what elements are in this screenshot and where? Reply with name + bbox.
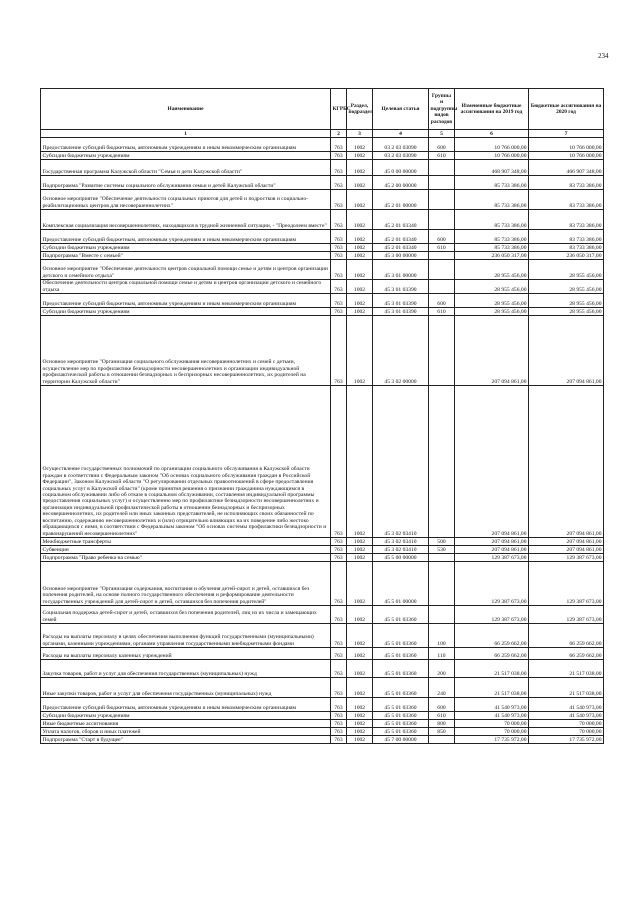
row-group-cell: 530 [429, 546, 455, 554]
row-amount-2020-cell: 17 735 972,00 [529, 736, 604, 744]
row-section-cell: 1002 [347, 176, 373, 190]
header-target: Целевая статья [373, 89, 429, 130]
row-name-cell: Субсидии бюджетным учреждениям [41, 244, 331, 252]
row-kgrbs-cell: 763 [331, 280, 347, 294]
row-section-cell: 1002 [347, 562, 373, 606]
row-name-cell: Государственная программа Калужской области "Семья и дети Калужской области" [41, 160, 331, 176]
row-amount-2020-cell: 28 955 456,00 [529, 294, 604, 308]
table-row [41, 606, 604, 624]
table-row [41, 648, 604, 660]
table-row [41, 152, 604, 160]
row-name-cell: Иные бюджетные ассигнования [41, 720, 331, 728]
row-section-cell: 1002 [347, 230, 373, 244]
row-name-cell: Предоставление субсидий бюджетным, автономным учреждениям и иным некоммерческим организациям [41, 294, 331, 308]
row-target-cell: 45 2 01 03340 [373, 210, 429, 230]
row-amount-2020-cell: 70 000,00 [529, 720, 604, 728]
row-section-cell: 1002 [347, 538, 373, 546]
row-name-cell: Социальная поддержка детей-сирот и детей, оставшихся без попечения родителей, лиц из их числа и замещающих семей [41, 606, 331, 624]
row-amount-2020-cell: 70 000,00 [529, 728, 604, 736]
row-amount-2019-cell: 28 955 456,00 [455, 308, 529, 316]
row-target-cell: 45 5 01 03360 [373, 624, 429, 648]
row-kgrbs-cell: 763 [331, 252, 347, 260]
row-amount-2019-cell: 41 540 973,00 [455, 712, 529, 720]
row-name-cell: Подпрограмма "Право ребенка на семью" [41, 554, 331, 562]
row-amount-2019-cell: 66 259 662,00 [455, 624, 529, 648]
row-kgrbs-cell: 763 [331, 230, 347, 244]
row-target-cell: 45 5 00 00000 [373, 554, 429, 562]
row-kgrbs-cell: 763 [331, 308, 347, 316]
row-amount-2019-cell: 85 733 386,00 [455, 190, 529, 210]
row-amount-2019-cell: 236 050 317,00 [455, 252, 529, 260]
row-amount-2020-cell: 83 733 386,00 [529, 210, 604, 230]
header-name: Наименование [41, 89, 331, 130]
row-target-cell: 45 3 01 03390 [373, 280, 429, 294]
row-group-cell [429, 210, 455, 230]
table-row [41, 562, 604, 606]
table-row [41, 316, 604, 386]
row-target-cell: 45 5 01 03360 [373, 648, 429, 660]
table-row [41, 712, 604, 720]
row-amount-2019-cell: 70 000,00 [455, 728, 529, 736]
row-kgrbs-cell: 763 [331, 728, 347, 736]
row-section-cell: 1002 [347, 138, 373, 152]
row-group-cell: 600 [429, 294, 455, 308]
column-number: 2 [331, 130, 347, 138]
row-amount-2019-cell: 28 955 456,00 [455, 260, 529, 280]
row-amount-2020-cell: 28 955 456,00 [529, 260, 604, 280]
row-target-cell: 45 3 01 03390 [373, 308, 429, 316]
row-section-cell: 1002 [347, 160, 373, 176]
row-amount-2019-cell: 70 000,00 [455, 720, 529, 728]
row-kgrbs-cell: 763 [331, 554, 347, 562]
row-name-cell: Закупка товаров, работ и услуг для обеспечения государственных (муниципальных) нужд [41, 660, 331, 678]
row-amount-2020-cell: 236 050 317,00 [529, 252, 604, 260]
row-section-cell: 1002 [347, 244, 373, 252]
row-name-cell: Подпрограмма "Вместе с семьей" [41, 252, 331, 260]
row-kgrbs-cell: 763 [331, 294, 347, 308]
row-name-cell: Уплата налогов, сборов и иных платежей [41, 728, 331, 736]
row-group-cell [429, 190, 455, 210]
row-amount-2019-cell: 21 517 038,00 [455, 660, 529, 678]
row-section-cell: 1002 [347, 190, 373, 210]
row-amount-2019-cell: 207 094 861,00 [455, 386, 529, 538]
row-name-cell: Основное мероприятие "Организация социального обслуживания несовершеннолетних и семей с детьми, осуществление мер по профилактике безнадзорности несовершеннолетних и организации индивидуальной профилактической работы в отношении безнадзорных и беспризорных несовершеннолетних, их родителей на территории Калужской области" [41, 316, 331, 386]
row-target-cell: 45 3 01 03390 [373, 294, 429, 308]
column-number: 3 [347, 130, 373, 138]
row-amount-2020-cell: 207 094 861,00 [529, 546, 604, 554]
row-amount-2019-cell: 85 733 386,00 [455, 230, 529, 244]
row-group-cell [429, 316, 455, 386]
row-target-cell: 45 3 00 00000 [373, 252, 429, 260]
row-target-cell: 03 2 03 03090 [373, 152, 429, 160]
row-target-cell: 45 5 01 00000 [373, 562, 429, 606]
table-row [41, 138, 604, 152]
row-section-cell: 1002 [347, 546, 373, 554]
row-amount-2019-cell: 207 094 861,00 [455, 546, 529, 554]
column-number: 1 [41, 130, 331, 138]
row-target-cell: 45 2 01 03340 [373, 230, 429, 244]
row-amount-2020-cell: 129 387 673,00 [529, 554, 604, 562]
row-group-cell: 610 [429, 712, 455, 720]
row-section-cell: 1002 [347, 624, 373, 648]
row-amount-2020-cell: 207 094 861,00 [529, 316, 604, 386]
row-group-cell [429, 176, 455, 190]
row-amount-2019-cell: 207 094 861,00 [455, 316, 529, 386]
row-target-cell: 45 5 01 03360 [373, 698, 429, 712]
row-target-cell: 45 5 01 03360 [373, 606, 429, 624]
row-section-cell: 1002 [347, 728, 373, 736]
row-name-cell: Предоставление субсидий бюджетным, автономным учреждениям и иным некоммерческим организациям [41, 698, 331, 712]
table-row [41, 720, 604, 728]
row-target-cell: 45 0 00 00000 [373, 160, 429, 176]
row-section-cell: 1002 [347, 280, 373, 294]
row-section-cell: 1002 [347, 316, 373, 386]
table-row [41, 244, 604, 252]
row-target-cell: 45 2 00 00000 [373, 176, 429, 190]
row-kgrbs-cell: 763 [331, 736, 347, 744]
row-amount-2020-cell: 207 094 861,00 [529, 538, 604, 546]
row-section-cell: 1002 [347, 606, 373, 624]
table-header-row [41, 89, 604, 130]
table-row [41, 736, 604, 744]
header-section: Раздел, подраздел [347, 89, 373, 130]
row-kgrbs-cell: 763 [331, 562, 347, 606]
row-target-cell: 45 3 02 03410 [373, 386, 429, 538]
row-target-cell: 45 3 01 00000 [373, 260, 429, 280]
table-row [41, 176, 604, 190]
table-row [41, 698, 604, 712]
row-section-cell: 1002 [347, 294, 373, 308]
row-section-cell: 1002 [347, 152, 373, 160]
row-amount-2019-cell: 129 387 673,00 [455, 562, 529, 606]
table-row [41, 260, 604, 280]
row-section-cell: 1002 [347, 736, 373, 744]
row-group-cell [429, 252, 455, 260]
row-group-cell: 240 [429, 678, 455, 698]
row-target-cell: 45 3 02 03410 [373, 538, 429, 546]
table-row [41, 190, 604, 210]
row-group-cell: 500 [429, 538, 455, 546]
row-name-cell: Межбюджетные трансферты [41, 538, 331, 546]
row-section-cell: 1002 [347, 678, 373, 698]
row-group-cell [429, 562, 455, 606]
row-section-cell: 1002 [347, 252, 373, 260]
row-name-cell: Подпрограмма "Старт в будущее" [41, 736, 331, 744]
row-amount-2019-cell: 85 733 386,00 [455, 210, 529, 230]
row-target-cell: 45 5 01 03360 [373, 728, 429, 736]
row-amount-2020-cell: 207 094 861,00 [529, 386, 604, 538]
row-group-cell: 610 [429, 308, 455, 316]
row-kgrbs-cell: 763 [331, 720, 347, 728]
row-name-cell: Субвенции [41, 546, 331, 554]
page-number: 234 [598, 52, 609, 60]
row-section-cell: 1002 [347, 308, 373, 316]
row-kgrbs-cell: 763 [331, 210, 347, 230]
row-name-cell: Комплексная социализация несовершеннолетних, находящихся в трудной жизненной ситуации, - "Преодолеем вместе" [41, 210, 331, 230]
row-target-cell: 45 7 00 00000 [373, 736, 429, 744]
row-group-cell: 850 [429, 728, 455, 736]
row-section-cell: 1002 [347, 698, 373, 712]
row-group-cell: 610 [429, 152, 455, 160]
row-amount-2019-cell: 129 387 673,00 [455, 606, 529, 624]
column-number-row [41, 130, 604, 138]
column-number: 5 [429, 130, 455, 138]
row-target-cell: 45 3 02 00000 [373, 316, 429, 386]
row-kgrbs-cell: 763 [331, 160, 347, 176]
budget-table [40, 88, 604, 744]
row-name-cell: Основное мероприятие "Организация содержания, воспитания и обучения детей-сирот и детей, оставшихся без попечения родителей, на основе полного государственного обеспечения и реформирование деятельности государственных учреждений для детей-сирот и детей, оставшихся без попечения родителей" [41, 562, 331, 606]
row-section-cell: 1002 [347, 210, 373, 230]
row-amount-2019-cell: 28 955 456,00 [455, 280, 529, 294]
row-group-cell: 110 [429, 648, 455, 660]
row-amount-2019-cell: 129 387 673,00 [455, 554, 529, 562]
row-section-cell: 1002 [347, 554, 373, 562]
row-section-cell: 1002 [347, 720, 373, 728]
row-amount-2020-cell: 28 955 456,00 [529, 308, 604, 316]
row-amount-2020-cell: 66 259 662,00 [529, 624, 604, 648]
table-row [41, 538, 604, 546]
table-row [41, 546, 604, 554]
row-group-cell [429, 554, 455, 562]
row-target-cell: 45 5 01 03360 [373, 720, 429, 728]
row-amount-2020-cell: 10 766 000,00 [529, 152, 604, 160]
row-amount-2019-cell: 10 766 000,00 [455, 138, 529, 152]
table-row [41, 294, 604, 308]
row-amount-2020-cell: 83 733 386,00 [529, 176, 604, 190]
table-row [41, 252, 604, 260]
row-name-cell: Субсидии бюджетным учреждениям [41, 308, 331, 316]
row-name-cell: Иные закупки товаров, работ и услуг для обеспечения государственных (муниципальных) нужд [41, 678, 331, 698]
row-kgrbs-cell: 763 [331, 190, 347, 210]
row-name-cell: Расходы на выплаты персоналу казенных учреждений [41, 648, 331, 660]
row-amount-2020-cell: 83 733 386,00 [529, 230, 604, 244]
row-group-cell [429, 280, 455, 294]
row-name-cell: Осуществление государственных полномочий по организации социального обслуживания в Калужской области граждан в соответствии с Федеральным законом "Об основах социального обслуживания граждан в Российской Федерации", Законом Калужской области "О регулировании отдельных правоотношений в сфере предоставления социальных услуг в Калужской области" (кроме принятия решения о признании гражданина нуждающимся в социальном обслуживании либо об отказе в социальном обслуживании, составления индивидуальной программы предоставления социальных услуг) и осуществлению мер по профилактике безнадзорности несовершеннолетних и организации индивидуальной профилактической работы в отношении безнадзорных и беспризорных несовершеннолетних, их родителей или иных законных представителей, не исполняющих своих обязанностей по воспитанию, содержанию несовершеннолетних и (или) отрицательно влияющих на их поведение либо жестоко обращающихся с ними, в соответствии с Федеральным законом "Об основах системы профилактики безнадзорности и правонарушений несовершеннолетних" [41, 386, 331, 538]
row-group-cell [429, 260, 455, 280]
row-target-cell: 03 2 03 03090 [373, 138, 429, 152]
row-group-cell [429, 386, 455, 538]
row-amount-2019-cell: 41 540 973,00 [455, 698, 529, 712]
row-name-cell: Субсидии бюджетным учреждениям [41, 152, 331, 160]
row-name-cell: Обеспечение деятельности центров социальной помощи семье и детям и центров организации детского и семейного отдыха [41, 280, 331, 294]
header-amount-2019: Измененные бюджетные ассигнования на 2019 год [455, 89, 529, 130]
row-name-cell: Субсидии бюджетным учреждениям [41, 712, 331, 720]
row-amount-2020-cell: 41 540 973,00 [529, 712, 604, 720]
table-row [41, 280, 604, 294]
row-amount-2020-cell: 21 517 038,00 [529, 660, 604, 678]
row-amount-2020-cell: 21 517 038,00 [529, 678, 604, 698]
row-group-cell: 610 [429, 244, 455, 252]
row-amount-2020-cell: 28 955 456,00 [529, 280, 604, 294]
row-name-cell: Основное мероприятие "Обеспечение деятельности социальных приютов для детей и подростков и социально-реабилитационных центров для несовершеннолетних" [41, 190, 331, 210]
column-number: 4 [373, 130, 429, 138]
row-amount-2019-cell: 85 733 386,00 [455, 244, 529, 252]
row-amount-2020-cell: 83 733 386,00 [529, 190, 604, 210]
row-section-cell: 1002 [347, 712, 373, 720]
row-kgrbs-cell: 763 [331, 152, 347, 160]
table-row [41, 230, 604, 244]
row-name-cell: Расходы на выплаты персоналу в целях обеспечения выполнения функций государственными (муниципальными) органами, казенными учреждениями, органами управления государственными внебюджетными фондами [41, 624, 331, 648]
row-amount-2019-cell: 85 733 386,00 [455, 176, 529, 190]
row-section-cell: 1002 [347, 660, 373, 678]
row-group-cell: 600 [429, 230, 455, 244]
table-row [41, 160, 604, 176]
row-kgrbs-cell: 763 [331, 678, 347, 698]
row-kgrbs-cell: 763 [331, 244, 347, 252]
column-number: 6 [455, 130, 529, 138]
row-kgrbs-cell: 763 [331, 624, 347, 648]
row-target-cell: 45 3 02 03410 [373, 546, 429, 554]
row-amount-2019-cell: 468 907 348,00 [455, 160, 529, 176]
row-target-cell: 45 5 01 03360 [373, 660, 429, 678]
row-amount-2019-cell: 207 094 861,00 [455, 538, 529, 546]
row-amount-2020-cell: 41 540 973,00 [529, 698, 604, 712]
row-section-cell: 1002 [347, 648, 373, 660]
row-target-cell: 45 2 01 03340 [373, 244, 429, 252]
row-group-cell: 600 [429, 138, 455, 152]
row-target-cell: 45 5 01 03360 [373, 678, 429, 698]
row-section-cell: 1002 [347, 386, 373, 538]
table-row [41, 308, 604, 316]
table-row [41, 386, 604, 538]
row-section-cell: 1002 [347, 260, 373, 280]
row-kgrbs-cell: 763 [331, 176, 347, 190]
row-group-cell: 600 [429, 698, 455, 712]
header-kgrbs: КГРБС [331, 89, 347, 130]
row-kgrbs-cell: 763 [331, 386, 347, 538]
row-amount-2019-cell: 66 259 662,00 [455, 648, 529, 660]
row-group-cell [429, 160, 455, 176]
header-group: Группы и подгруппы видов расходов [429, 89, 455, 130]
row-amount-2020-cell: 10 766 000,00 [529, 138, 604, 152]
row-name-cell: Предоставление субсидий бюджетным, автономным учреждениям и иным некоммерческим организациям [41, 138, 331, 152]
table-row [41, 728, 604, 736]
table-row [41, 210, 604, 230]
row-target-cell: 45 5 01 03360 [373, 712, 429, 720]
row-amount-2020-cell: 83 733 386,00 [529, 244, 604, 252]
table-row [41, 554, 604, 562]
table-row [41, 678, 604, 698]
row-kgrbs-cell: 763 [331, 138, 347, 152]
row-group-cell: 800 [429, 720, 455, 728]
row-kgrbs-cell: 763 [331, 660, 347, 678]
table-row [41, 624, 604, 648]
row-name-cell: Подпрограмма "Развитие системы социального обслуживания семьи и детей Калужской области" [41, 176, 331, 190]
row-amount-2020-cell: 66 259 662,00 [529, 648, 604, 660]
row-group-cell [429, 606, 455, 624]
row-group-cell: 200 [429, 660, 455, 678]
row-target-cell: 45 2 01 00000 [373, 190, 429, 210]
table-row [41, 660, 604, 678]
row-amount-2019-cell: 28 955 456,00 [455, 294, 529, 308]
table-body [41, 138, 604, 744]
row-kgrbs-cell: 763 [331, 260, 347, 280]
column-number: 7 [529, 130, 604, 138]
row-name-cell: Основное мероприятие "Обеспечение деятельности центров социальной помощи семье и детям и центров организации детского и семейного отдыха" [41, 260, 331, 280]
row-amount-2019-cell: 21 517 038,00 [455, 678, 529, 698]
row-kgrbs-cell: 763 [331, 538, 347, 546]
row-group-cell [429, 736, 455, 744]
header-amount-2020: Бюджетные ассигнования на 2020 год [529, 89, 604, 130]
row-amount-2019-cell: 17 735 972,00 [455, 736, 529, 744]
row-kgrbs-cell: 763 [331, 316, 347, 386]
row-name-cell: Предоставление субсидий бюджетным, автономным учреждениям и иным некоммерческим организациям [41, 230, 331, 244]
row-amount-2020-cell: 129 387 673,00 [529, 562, 604, 606]
row-kgrbs-cell: 763 [331, 648, 347, 660]
row-amount-2020-cell: 129 387 673,00 [529, 606, 604, 624]
row-amount-2020-cell: 466 907 348,00 [529, 160, 604, 176]
row-amount-2019-cell: 10 766 000,00 [455, 152, 529, 160]
row-kgrbs-cell: 763 [331, 546, 347, 554]
row-group-cell: 100 [429, 624, 455, 648]
row-kgrbs-cell: 763 [331, 698, 347, 712]
row-kgrbs-cell: 763 [331, 712, 347, 720]
row-kgrbs-cell: 763 [331, 606, 347, 624]
